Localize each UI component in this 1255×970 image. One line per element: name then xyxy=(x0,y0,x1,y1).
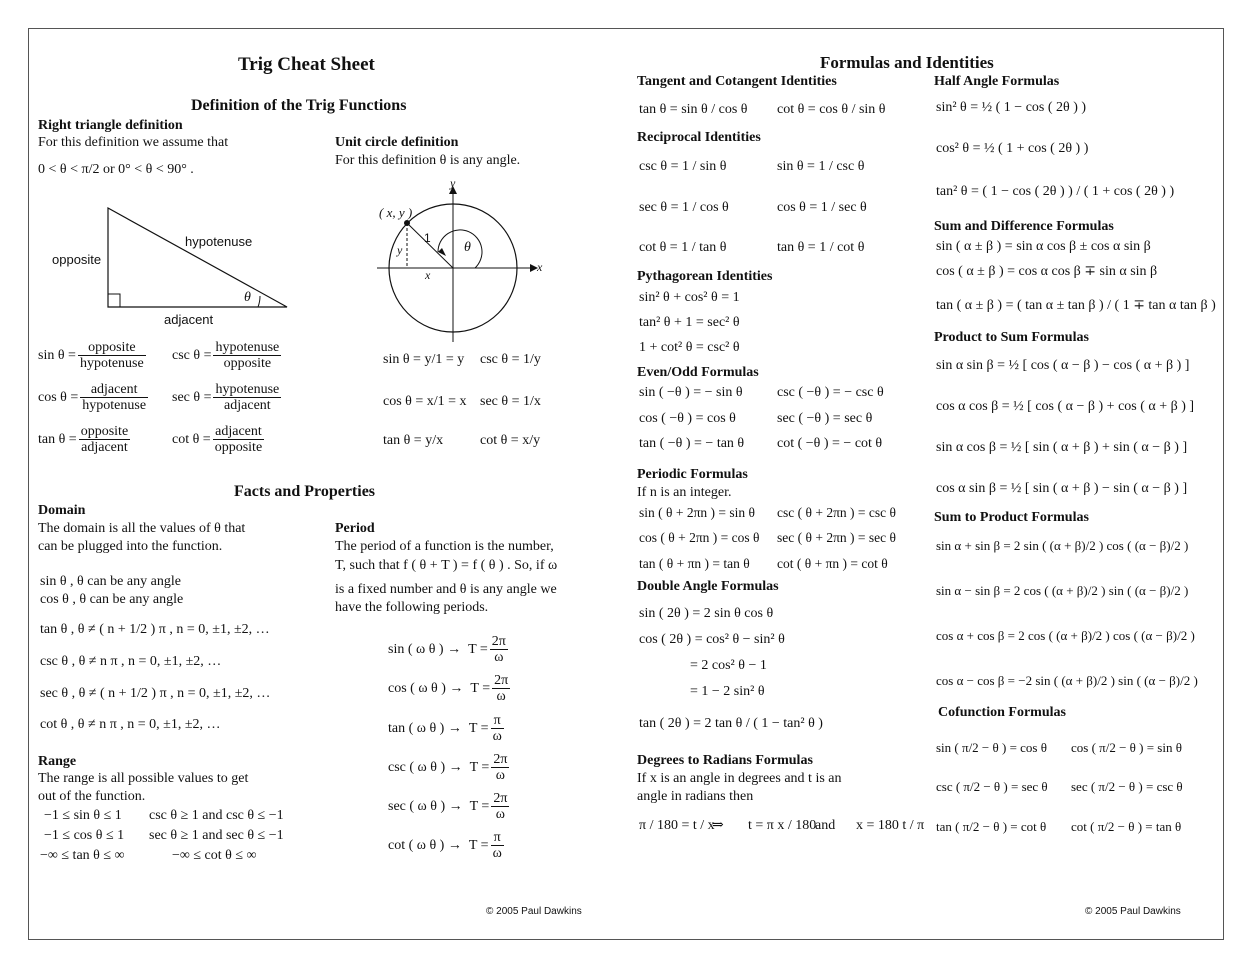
period-text-3: is a fixed number and θ is any angle we xyxy=(335,582,557,597)
sumprod-4: cos α − cos β = −2 sin ( (α + β)/2 ) sin ( (α − β)/2 ) xyxy=(936,673,1198,688)
pyth-3: 1 + cot² θ = csc² θ xyxy=(639,340,740,355)
domain-heading: Domain xyxy=(38,503,86,518)
reciprocal-heading: Reciprocal Identities xyxy=(637,130,761,145)
y-coord-label: y xyxy=(397,243,403,257)
per-tan: tan ( θ + πn ) = tan θ xyxy=(639,556,750,571)
unit-circle-diagram xyxy=(372,176,547,346)
domain-text-2: can be plugged into the function. xyxy=(38,539,223,554)
period-text-2: T, such that f ( θ + T ) = f ( θ ) . So, if ω xyxy=(335,558,558,573)
domain-cos: cos θ , θ can be any angle xyxy=(40,592,184,607)
eo-cot: cot ( −θ ) = − cot θ xyxy=(777,436,883,451)
deg-rad-text-1: If x is an angle in degrees and t is an xyxy=(637,771,842,786)
range-text-1: The range is all possible values to get xyxy=(38,771,249,786)
sumdiff-cos: cos ( α ± β ) = cos α cos β ∓ sin α sin β xyxy=(936,264,1158,279)
eo-tan: tan ( −θ ) = − tan θ xyxy=(639,436,745,451)
prod-sum-heading: Product to Sum Formulas xyxy=(934,330,1089,345)
eo-sec: sec ( −θ ) = sec θ xyxy=(777,411,873,426)
circle-theta-label: θ xyxy=(464,240,471,255)
period-heading: Period xyxy=(335,521,375,536)
recip-cos: cos θ = 1 / sec θ xyxy=(777,200,867,215)
cofn-cos: cos ( π/2 − θ ) = sin θ xyxy=(1071,740,1182,755)
per-csc: csc ( θ + 2πn ) = csc θ xyxy=(777,505,896,520)
range-tan: −∞ ≤ tan θ ≤ ∞ xyxy=(40,848,125,863)
period-csc: csc ( ω θ ) → T = $\frac{2\pi}{\omega}$ xyxy=(388,752,508,784)
point-label: ( x, y ) xyxy=(379,205,413,220)
cofn-cot: cot ( π/2 − θ ) = tan θ xyxy=(1071,819,1182,834)
y-axis-label: y xyxy=(450,176,456,190)
prodsum-4: cos α sin β = ½ [ sin ( α + β ) − sin ( α − β ) ] xyxy=(936,481,1188,496)
sumdiff-sin: sin ( α ± β ) = sin α cos β ± cos α sin β xyxy=(936,239,1151,254)
pyth-1: sin² θ + cos² θ = 1 xyxy=(639,290,740,305)
prodsum-3: sin α cos β = ½ [ sin ( α + β ) + sin ( α − β ) ] xyxy=(936,440,1188,455)
uc-cos: cos θ = x/1 = x xyxy=(383,394,467,409)
periodic-heading: Periodic Formulas xyxy=(637,467,748,482)
eo-csc: csc ( −θ ) = − csc θ xyxy=(777,385,884,400)
periodic-text: If n is an integer. xyxy=(637,485,732,500)
deg-rad-heading: Degrees to Radians Formulas xyxy=(637,753,813,768)
prodsum-2: cos α cos β = ½ [ cos ( α − β ) + cos ( α + β ) ] xyxy=(936,399,1195,414)
tan-identity: tan θ = sin θ / cos θ xyxy=(639,102,748,117)
deg-rad-eq1: π / 180 = t / x xyxy=(639,818,715,833)
even-odd-heading: Even/Odd Formulas xyxy=(637,365,759,380)
recip-tan: tan θ = 1 / cot θ xyxy=(777,240,865,255)
sumdiff-tan: tan ( α ± β ) = ( tan α ± tan β ) / ( 1 ∓ tan α tan β ) xyxy=(936,298,1216,313)
range-sec: sec θ ≥ 1 and sec θ ≤ −1 xyxy=(149,828,284,843)
hypotenuse-label: hypotenuse xyxy=(185,234,253,249)
x-axis-label: x xyxy=(537,260,543,274)
per-sin: sin ( θ + 2πn ) = sin θ xyxy=(639,505,755,520)
period-text-4: have the following periods. xyxy=(335,600,489,615)
half-tan: tan² θ = ( 1 − cos ( 2θ ) ) / ( 1 + cos ( 2θ ) ) xyxy=(936,184,1175,199)
cofn-tan: tan ( π/2 − θ ) = cot θ xyxy=(936,819,1047,834)
cos-def: cos θ = $\frac{\text{adjacent}}{\text{hypotenuse}}$ xyxy=(38,382,147,414)
adjacent-label: adjacent xyxy=(164,312,214,327)
per-cot: cot ( θ + πn ) = cot θ xyxy=(777,556,888,571)
range-csc: csc θ ≥ 1 and csc θ ≤ −1 xyxy=(149,808,284,823)
sumprod-2: sin α − sin β = 2 cos ( (α + β)/2 ) sin ( (α − β)/2 ) xyxy=(936,583,1189,598)
deg-rad-eq3: x = 180 t / π xyxy=(856,818,925,833)
uc-sin: sin θ = y/1 = y xyxy=(383,352,465,367)
half-cos: cos² θ = ½ ( 1 + cos ( 2θ ) ) xyxy=(936,141,1089,156)
range-sin: −1 ≤ sin θ ≤ 1 xyxy=(44,808,122,823)
domain-csc: csc θ , θ ≠ n π , n = 0, ±1, ±2, … xyxy=(40,654,222,669)
cot-identity: cot θ = cos θ / sin θ xyxy=(777,102,886,117)
right-triangle-heading: Right triangle definition xyxy=(38,118,183,133)
opposite-label: opposite xyxy=(52,252,102,267)
pyth-2: tan² θ + 1 = sec² θ xyxy=(639,315,740,330)
facts-heading: Facts and Properties xyxy=(234,483,376,500)
double-sin: sin ( 2θ ) = 2 sin θ cos θ xyxy=(639,606,774,621)
right-triangle-text: For this definition we assume that xyxy=(38,135,229,150)
implies-arrow: ⇒ xyxy=(712,818,724,833)
domain-sin: sin θ , θ can be any angle xyxy=(40,574,181,589)
double-tan: tan ( 2θ ) = 2 tan θ / ( 1 − tan² θ ) xyxy=(639,716,823,731)
recip-sec: sec θ = 1 / cos θ xyxy=(639,200,729,215)
range-cot: −∞ ≤ cot θ ≤ ∞ xyxy=(172,848,257,863)
cofn-sec: sec ( π/2 − θ ) = csc θ xyxy=(1071,779,1183,794)
sin-def: sin θ = $\frac{\text{opposite}}{\text{hypotenuse}}$ xyxy=(38,340,144,372)
double-heading: Double Angle Formulas xyxy=(637,579,779,594)
deg-rad-eq2: t = π x / 180 xyxy=(748,818,817,833)
range-cos: −1 ≤ cos θ ≤ 1 xyxy=(44,828,125,843)
range-heading: Range xyxy=(38,754,77,769)
uc-tan: tan θ = y/x xyxy=(383,433,444,448)
x-coord-label: x xyxy=(425,268,431,282)
domain-text-1: The domain is all the values of θ that xyxy=(38,521,246,536)
tan-cot-heading: Tangent and Cotangent Identities xyxy=(637,74,837,89)
sec-def: sec θ = $\frac{\text{hypotenuse}}{\text{adjacent}}$ xyxy=(172,382,280,414)
recip-csc: csc θ = 1 / sin θ xyxy=(639,159,727,174)
sumprod-1: sin α + sin β = 2 sin ( (α + β)/2 ) cos ( (α − β)/2 ) xyxy=(936,538,1189,553)
period-sec: sec ( ω θ ) → T = $\frac{2\pi}{\omega}$ xyxy=(388,791,508,823)
period-tan: tan ( ω θ ) → T = $\frac{\pi}{\omega}$ xyxy=(388,713,502,745)
domain-sec: sec θ , θ ≠ ( n + 1/2 ) π , n = 0, ±1, ±2, … xyxy=(40,686,271,701)
pythagorean-heading: Pythagorean Identities xyxy=(637,269,773,284)
cot-def: cot θ = $\frac{\text{adjacent}}{\text{opposite}}$ xyxy=(172,424,263,456)
eo-cos: cos ( −θ ) = cos θ xyxy=(639,411,736,426)
recip-sin: sin θ = 1 / csc θ xyxy=(777,159,865,174)
half-angle-heading: Half Angle Formulas xyxy=(934,74,1060,89)
period-cot: cot ( ω θ ) → T = $\frac{\pi}{\omega}$ xyxy=(388,830,502,862)
deg-rad-text-2: angle in radians then xyxy=(637,789,754,804)
recip-cot: cot θ = 1 / tan θ xyxy=(639,240,727,255)
eo-sin: sin ( −θ ) = − sin θ xyxy=(639,385,743,400)
half-sin: sin² θ = ½ ( 1 − cos ( 2θ ) ) xyxy=(936,100,1087,115)
uc-cot: cot θ = x/y xyxy=(480,433,541,448)
prodsum-1: sin α sin β = ½ [ cos ( α − β ) − cos ( α + β ) ] xyxy=(936,358,1190,373)
angle-condition: 0 < θ < π/2 or 0° < θ < 90° . xyxy=(38,162,194,177)
unit-circle-heading: Unit circle definition xyxy=(335,135,459,150)
cheat-sheet-title: Trig Cheat Sheet xyxy=(238,54,375,75)
cofunction-heading: Cofunction Formulas xyxy=(938,705,1066,720)
sum-prod-heading: Sum to Product Formulas xyxy=(934,510,1089,525)
domain-tan: tan θ , θ ≠ ( n + 1/2 ) π , n = 0, ±1, ±2, … xyxy=(40,622,270,637)
double-cos: cos ( 2θ ) = cos² θ − sin² θ xyxy=(639,632,785,647)
period-text-1: The period of a function is the number, xyxy=(335,539,554,554)
formulas-title: Formulas and Identities xyxy=(820,53,994,72)
definition-heading: Definition of the Trig Functions xyxy=(191,97,407,114)
domain-cot: cot θ , θ ≠ n π , n = 0, ±1, ±2, … xyxy=(40,717,221,732)
uc-csc: csc θ = 1/y xyxy=(480,352,541,367)
per-sec: sec ( θ + 2πn ) = sec θ xyxy=(777,530,896,545)
uc-sec: sec θ = 1/x xyxy=(480,394,541,409)
double-cos-3: = 1 − 2 sin² θ xyxy=(690,684,765,699)
per-cos: cos ( θ + 2πn ) = cos θ xyxy=(639,530,760,545)
right-copyright: © 2005 Paul Dawkins xyxy=(1085,906,1181,917)
deg-rad-and: and xyxy=(815,818,836,833)
tan-def: tan θ = $\frac{\text{opposite}}{\text{adjacent}}$ xyxy=(38,424,129,456)
sumprod-3: cos α + cos β = 2 cos ( (α + β)/2 ) cos ( (α − β)/2 ) xyxy=(936,628,1195,643)
range-text-2: out of the function. xyxy=(38,789,146,804)
period-cos: cos ( ω θ ) → T = $\frac{2\pi}{\omega}$ xyxy=(388,673,509,705)
cofn-sin: sin ( π/2 − θ ) = cos θ xyxy=(936,740,1047,755)
sum-diff-heading: Sum and Difference Formulas xyxy=(934,219,1114,234)
csc-def: csc θ = $\frac{\text{hypotenuse}}{\text{opposite}}$ xyxy=(172,340,280,372)
radius-label: 1 xyxy=(424,231,431,245)
double-cos-2: = 2 cos² θ − 1 xyxy=(690,658,767,673)
unit-circle-text: For this definition θ is any angle. xyxy=(335,153,521,168)
right-triangle-diagram xyxy=(100,200,295,312)
cofn-csc: csc ( π/2 − θ ) = sec θ xyxy=(936,779,1048,794)
period-sin: sin ( ω θ ) → T = $\frac{2\pi}{\omega}$ xyxy=(388,634,506,666)
theta-label: θ xyxy=(244,290,251,305)
left-copyright: © 2005 Paul Dawkins xyxy=(486,906,582,917)
